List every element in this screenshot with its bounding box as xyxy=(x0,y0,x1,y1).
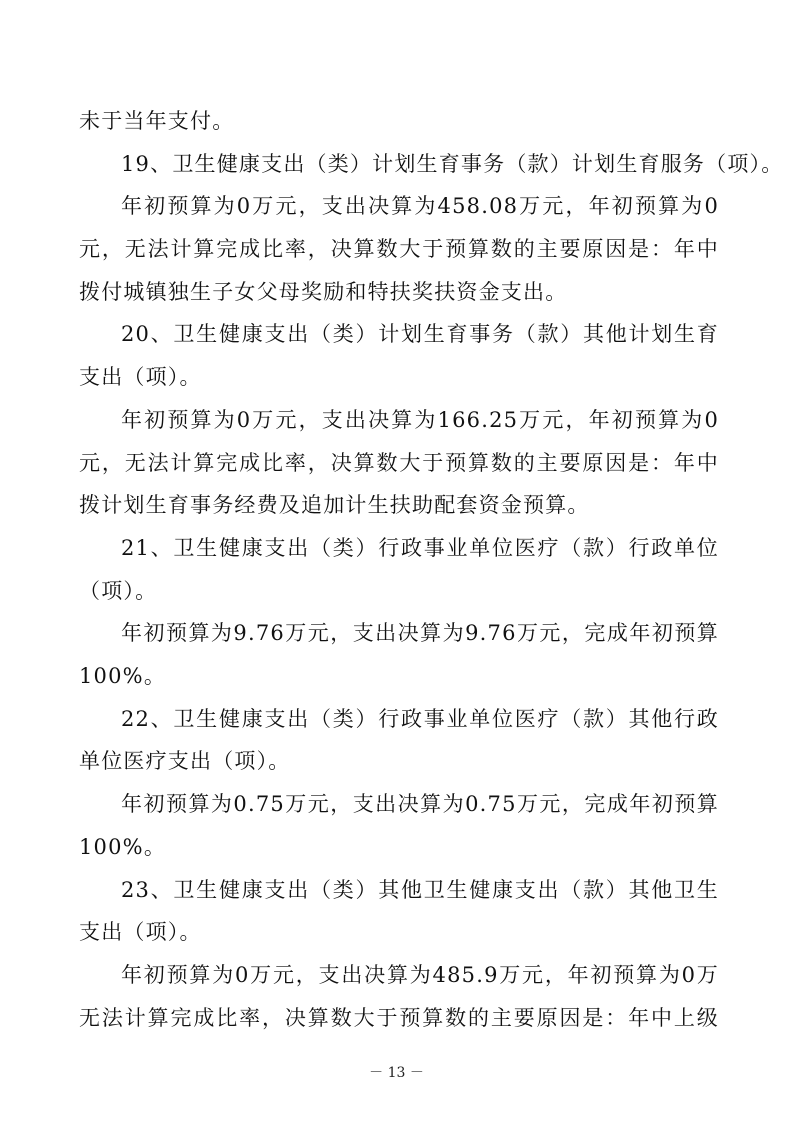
text-line: 年初预算为0万元，支出决算为485.9万元，年初预算为0万 xyxy=(121,962,719,987)
text-line: 23、卫生健康支出（类）其他卫生健康支出（款）其他卫生 xyxy=(121,877,719,902)
text-line: 21、卫生健康支出（类）行政事业单位医疗（款）行政单位 xyxy=(121,535,719,560)
text-line: 22、卫生健康支出（类）行政事业单位医疗（款）其他行政 xyxy=(121,706,719,731)
text-line: 100%。 xyxy=(79,834,167,859)
text-line: 元，无法计算完成比率，决算数大于预算数的主要原因是：年中 xyxy=(79,237,719,262)
text-line: 支出（项）。 xyxy=(79,920,202,945)
text-line: 支出（项）。 xyxy=(79,365,202,390)
text-line: 年初预算为0.75万元，支出决算为0.75万元，完成年初预算 xyxy=(121,792,719,817)
text-line: 年初预算为9.76万元，支出决算为9.76万元，完成年初预算 xyxy=(121,621,719,646)
body-text xyxy=(79,100,784,1039)
text-line: 拨付城镇独生子女父母奖励和特扶奖扶资金支出。 xyxy=(79,279,568,304)
text-line: （项）。 xyxy=(79,578,158,603)
text-line: 20、卫生健康支出（类）计划生育事务（款）其他计划生育 xyxy=(121,322,719,347)
text-line: 元，无法计算完成比率，决算数大于预算数的主要原因是：年中 xyxy=(79,450,719,475)
text-line: 年初预算为0万元，支出决算为166.25万元，年初预算为0 xyxy=(121,407,719,432)
text-line: 无法计算完成比率，决算数大于预算数的主要原因是：年中上级 xyxy=(79,1005,719,1030)
page-number: － 13 － xyxy=(369,1065,424,1081)
text-line: 单位医疗支出（项）。 xyxy=(79,749,291,774)
text-line: 19、卫生健康支出（类）计划生育事务（款）计划生育服务（项）。 xyxy=(121,151,784,176)
text-line: 100%。 xyxy=(79,664,167,689)
text-line: 未于当年支付。 xyxy=(79,109,235,133)
text-line: 年初预算为0万元，支出决算为458.08万元，年初预算为0 xyxy=(121,194,719,219)
text-line: 拨计划生育事务经费及追加计生扶助配套资金预算。 xyxy=(79,493,590,518)
